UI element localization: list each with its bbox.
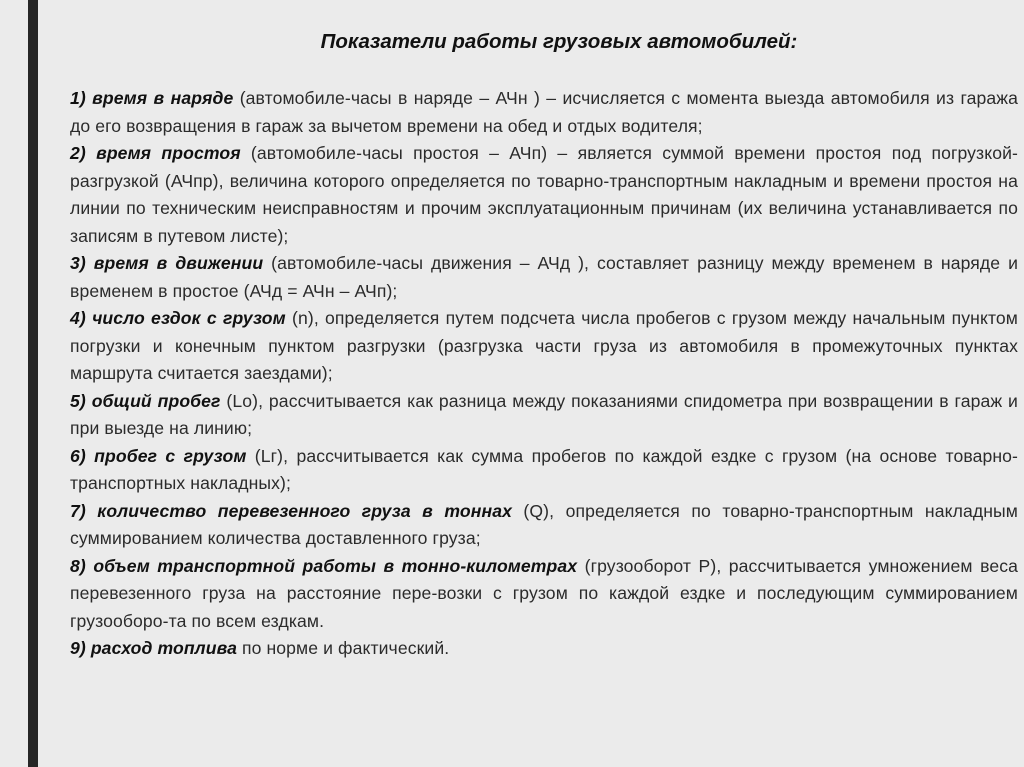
- list-item: [70, 85, 1018, 140]
- item-term: 4) число ездок с грузом: [70, 308, 286, 328]
- slide-content: [70, 30, 1018, 663]
- item-text: (автомобиле-часы простоя – АЧп) – является суммой времени простоя под погрузкой-разгрузкой (АЧпр), величина которого определяется по товарно-транспортным накладным и времени простоя на линии по техническим неисправностям и прочим эксплуатационным причинам (их величина устанавливается по записям в путевом листе);: [70, 143, 1018, 246]
- item-text: (автомобиле-часы движения – АЧд ), составляет разницу между временем в наряде и временем в простое (АЧд = АЧн – АЧп);: [70, 253, 1018, 301]
- item-term: 6) пробег с грузом: [70, 445, 247, 466]
- list-item: [70, 553, 1018, 636]
- item-text: (Lо), рассчитывается как разница между показаниями спидометра при возвращении в гараж и при выезде на линию;: [70, 390, 1018, 438]
- item-term: 9) расход топлива: [70, 638, 237, 658]
- item-text: (грузооборот Р), рассчитывается умножением веса перевезенного груза на расстояние пере-возки с грузом по каждой ездке и последующим суммированием грузооборо-та по всем ездкам.: [70, 555, 1018, 631]
- list-item: [70, 140, 1018, 250]
- left-accent-bar: [28, 0, 38, 767]
- item-term: 7) количество перевезенного груза в тоннах: [70, 500, 512, 521]
- list-item: [70, 635, 1018, 663]
- item-term: 8) объем транспортной работы в тонно-километрах: [70, 555, 578, 576]
- item-term: 2) время простоя: [70, 143, 241, 163]
- item-text: (n), определяется путем подсчета числа пробегов с грузом между начальным пунктом погрузки и конечным пунктом разгрузки (разгрузка части груза из автомобиля в промежуточных пунктах маршрута считается заездами);: [70, 308, 1018, 383]
- item-text: (Q), определяется по товарно-транспортным накладным суммированием количества доставленного груза;: [70, 500, 1018, 548]
- list-item: [70, 305, 1018, 388]
- item-text: (Lг), рассчитывается как сумма пробегов по каждой ездке с грузом (на основе товарно-транспортных накладных);: [70, 445, 1019, 493]
- item-term: 1) время в наряде: [70, 88, 234, 108]
- item-text: (автомобиле-часы в наряде – АЧн ) – исчисляется с момента выезда автомобиля из гаража до его возвращения в гараж за вычетом времени на обед и отдых водителя;: [70, 88, 1018, 136]
- list-item: [70, 388, 1018, 443]
- list-item: [70, 498, 1018, 553]
- item-term: 3) время в движении: [70, 253, 264, 273]
- list-item: [70, 443, 1018, 498]
- item-term: 5) общий пробег: [70, 390, 221, 411]
- slide-title: Показатели работы грузовых автомобилей:: [320, 30, 798, 53]
- list-item: [70, 250, 1018, 305]
- item-text: по норме и фактический.: [236, 638, 450, 658]
